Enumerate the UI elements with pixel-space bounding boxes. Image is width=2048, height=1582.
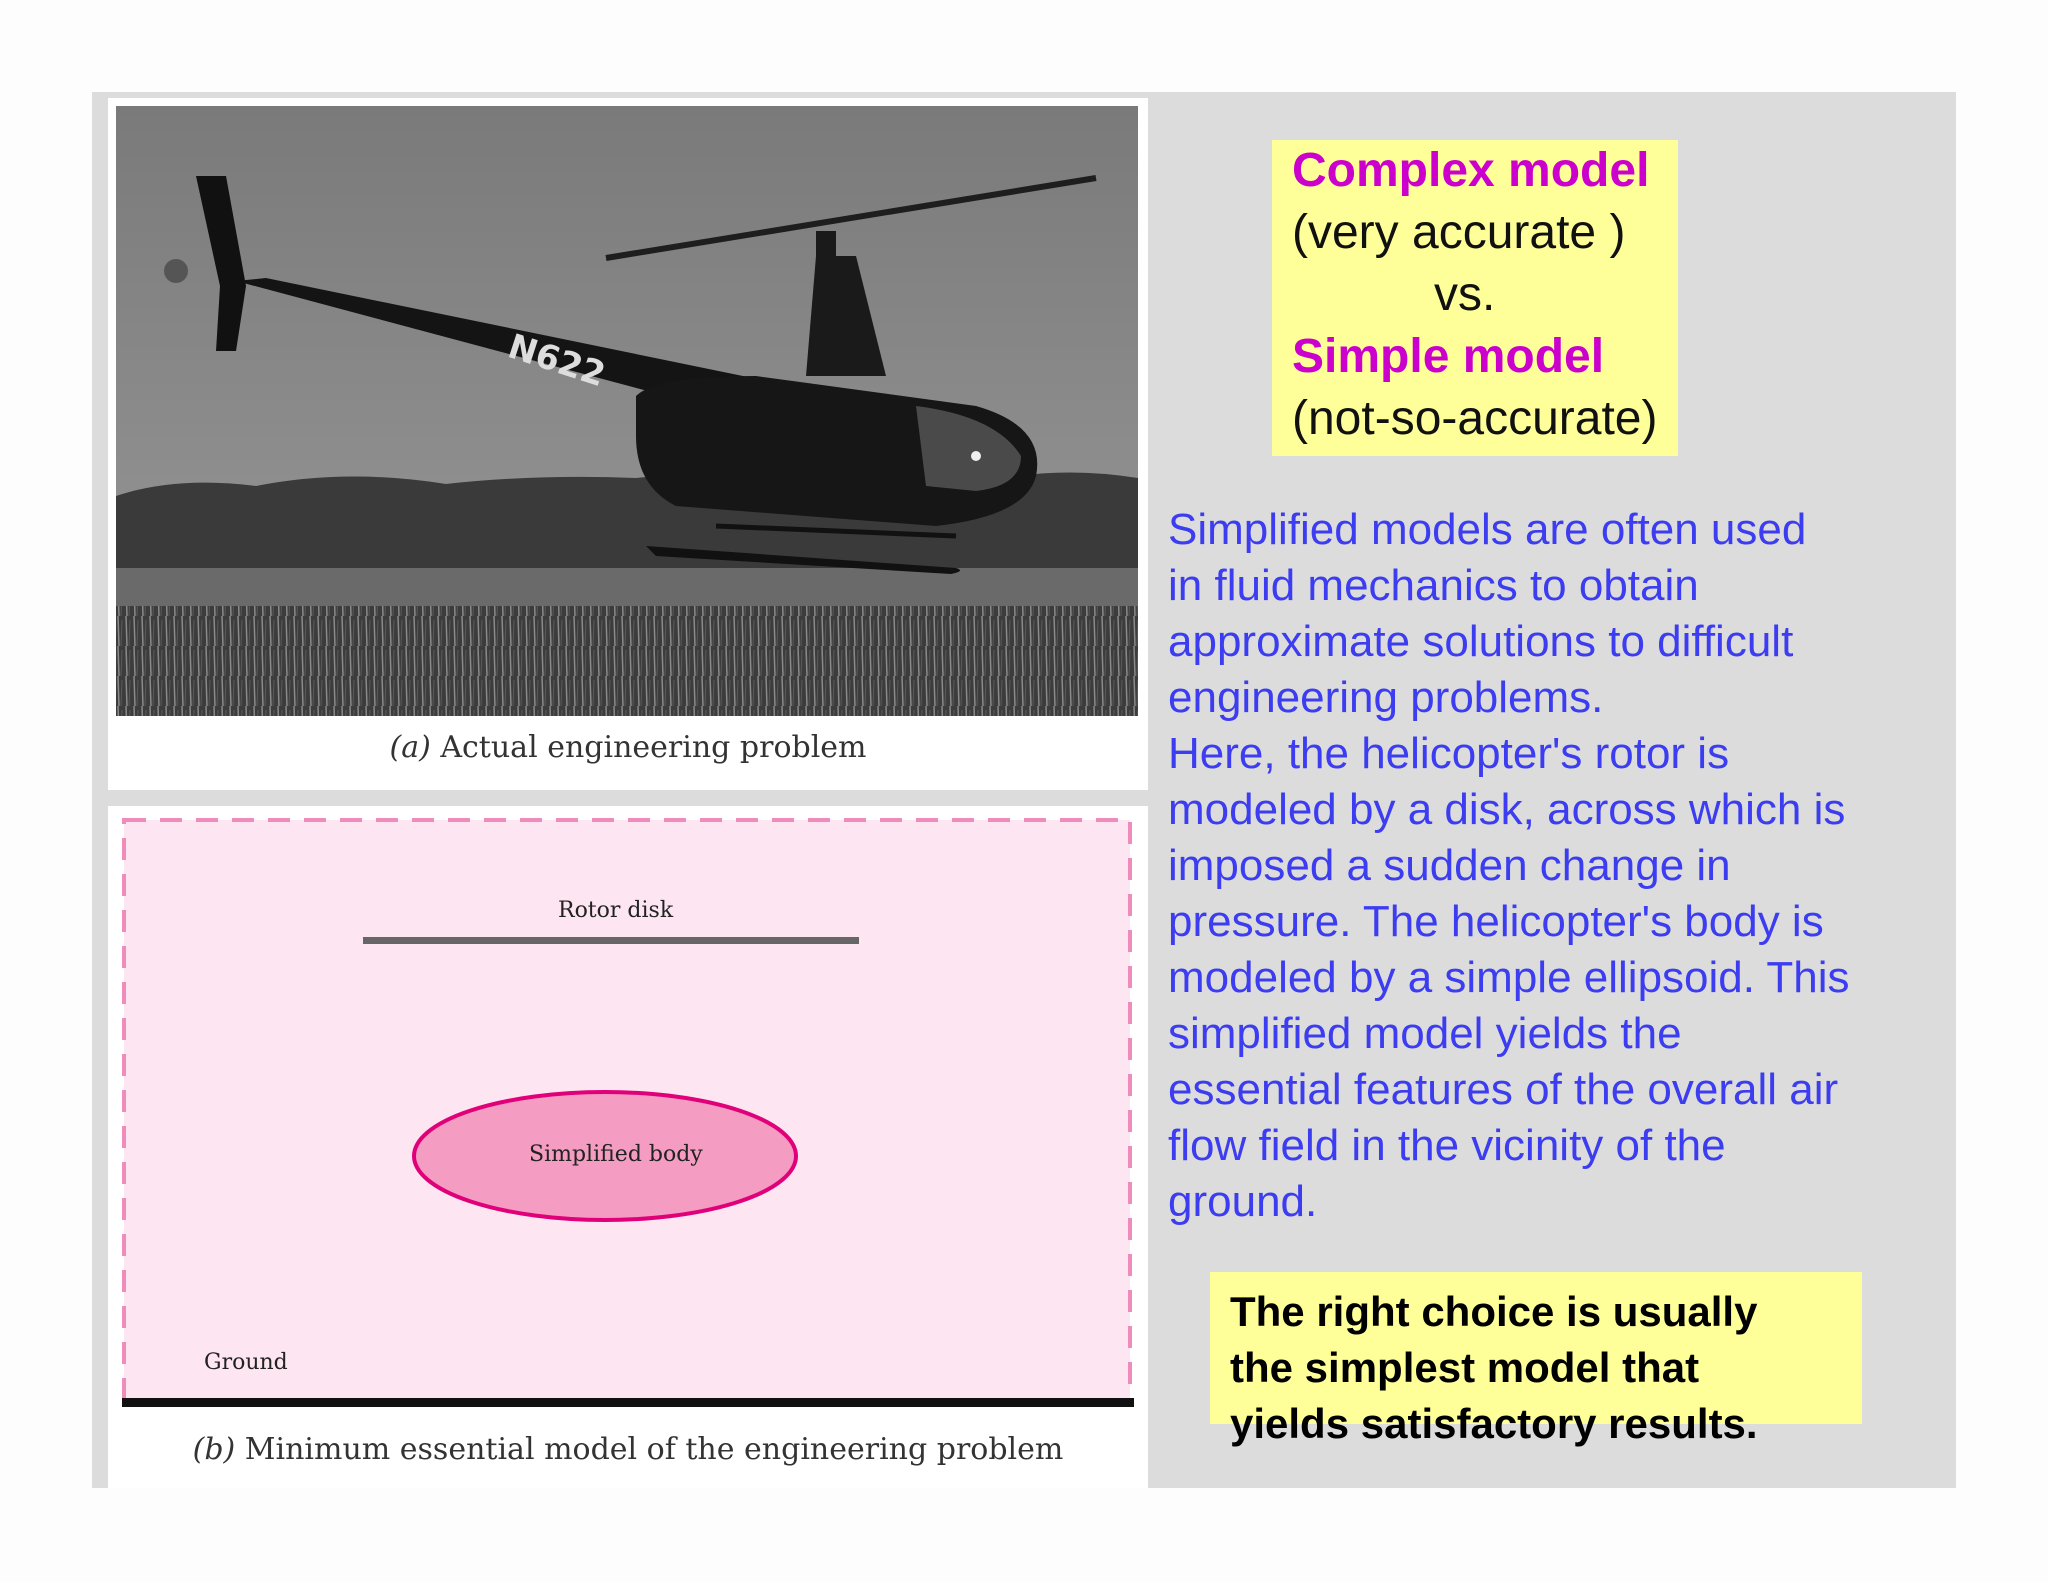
simple-model-note: (not-so-accurate) bbox=[1292, 392, 1658, 445]
simple-model-title: Simple model bbox=[1292, 330, 1605, 383]
conclusion-line: The right choice is usually bbox=[1230, 1288, 1758, 1335]
ground-label: Ground bbox=[204, 1350, 288, 1375]
explanation-line: in fluid mechanics to obtain bbox=[1168, 561, 1699, 610]
tail-number: N622 bbox=[503, 326, 611, 396]
conclusion-line: the simplest model that bbox=[1230, 1344, 1700, 1391]
explanation-line: imposed a sudden change in bbox=[1168, 841, 1731, 890]
explanation-line: Simplified models are often used bbox=[1168, 505, 1807, 554]
slide bbox=[92, 92, 1956, 1488]
complex-model-title: Complex model bbox=[1292, 144, 1650, 197]
explanation-line: Here, the helicopter's rotor is bbox=[1168, 729, 1730, 778]
helicopter-photo bbox=[116, 106, 1138, 716]
figure-b bbox=[108, 806, 1148, 1488]
model-comparison-box bbox=[1272, 140, 1678, 456]
conclusion-line: yields satisfactory results. bbox=[1230, 1400, 1758, 1447]
figure-a-caption-letter: (a) bbox=[389, 730, 431, 765]
cornfield bbox=[116, 606, 1138, 716]
rotor-disk-line bbox=[363, 937, 859, 944]
explanation-line: essential features of the overall air bbox=[1168, 1065, 1839, 1114]
versus-label: vs. bbox=[1434, 268, 1496, 321]
simplified-body-label: Simplified body bbox=[529, 1142, 703, 1167]
rotor-disk-label: Rotor disk bbox=[558, 898, 674, 923]
explanation-line: modeled by a simple ellipsoid. This bbox=[1168, 953, 1850, 1002]
figure-b-caption-text: Minimum essential model of the engineering problem bbox=[235, 1432, 1064, 1467]
explanation-paragraph bbox=[1168, 502, 1958, 1230]
tail-rotor bbox=[164, 259, 188, 283]
complex-model-note: (very accurate ) bbox=[1292, 206, 1626, 259]
explanation-line: pressure. The helicopter's body is bbox=[1168, 897, 1824, 946]
explanation-line: flow field in the vicinity of the bbox=[1168, 1121, 1726, 1170]
explanation-line: engineering problems. bbox=[1168, 673, 1604, 722]
explanation-line: approximate solutions to difficult bbox=[1168, 617, 1794, 666]
explanation-line: simplified model yields the bbox=[1168, 1009, 1682, 1058]
figure-b-caption-letter: (b) bbox=[192, 1432, 236, 1467]
explanation-line: modeled by a disk, across which is bbox=[1168, 785, 1846, 834]
figure-a-caption bbox=[108, 730, 1148, 765]
explanation-line: ground. bbox=[1168, 1177, 1318, 1226]
field bbox=[116, 568, 1138, 608]
conclusion-box bbox=[1210, 1272, 1862, 1447]
figure-a-caption-text: Actual engineering problem bbox=[430, 730, 867, 765]
figure-b-caption bbox=[108, 1432, 1148, 1467]
figure-a bbox=[108, 98, 1148, 790]
ground-line bbox=[122, 1398, 1134, 1407]
landing-light bbox=[971, 451, 981, 461]
